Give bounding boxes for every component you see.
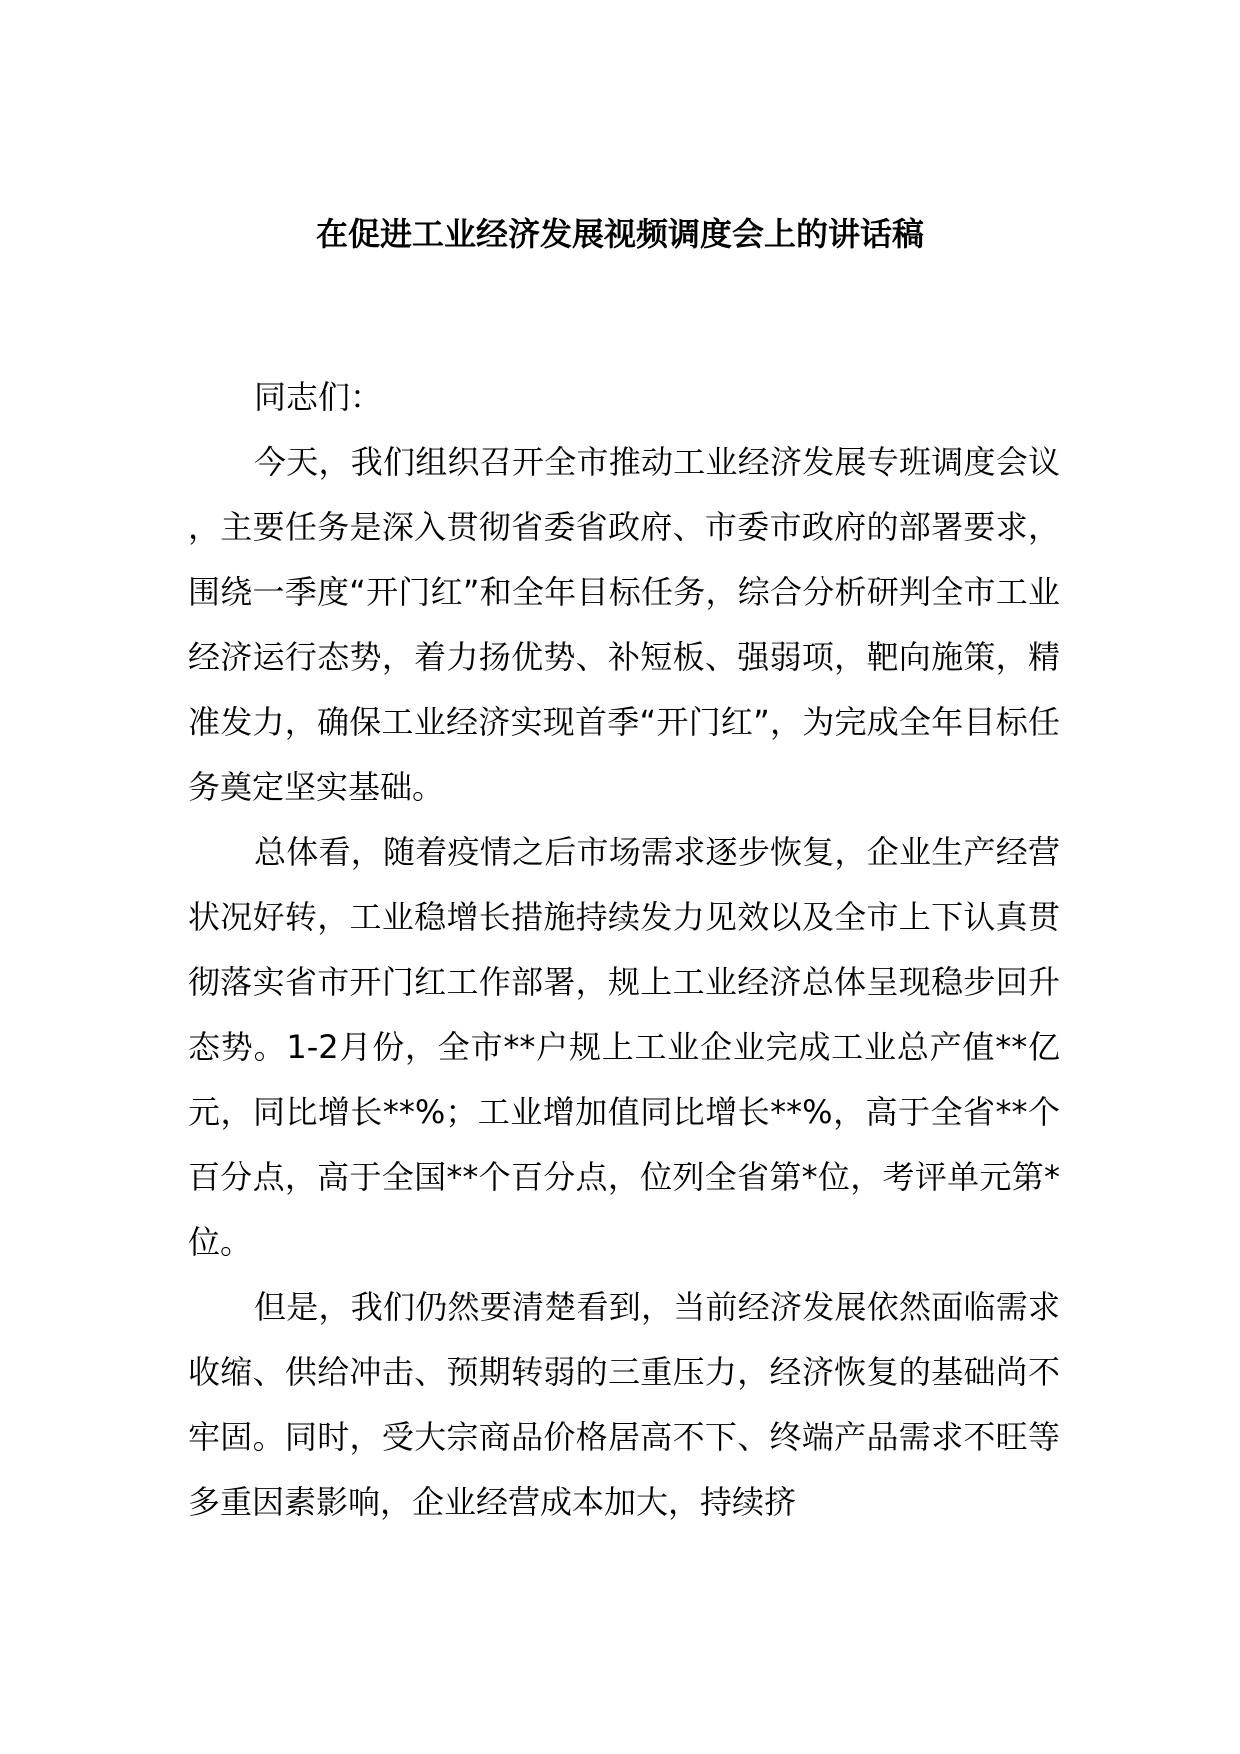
- salutation: 同志们：: [254, 378, 383, 416]
- paragraph-3: 但是，我们仍然要清楚看到，当前经济发展依然面临需求收缩、供给冲击、预期转弱的三重压力，经济恢复的基础尚不牢固。同时，受大宗商品价格居高不下、终端产品需求不旺等多重因素影响，企业经营成本加大，持续挤: [188, 1288, 1060, 1521]
- document-body: [188, 365, 1060, 1535]
- document-title: 在促进工业经济发展视频调度会上的讲话稿: [315, 215, 924, 253]
- paragraph-1: 今天，我们组织召开全市推动工业经济发展专班调度会议，主要任务是深入贯彻省委省政府、市委市政府的部署要求，围绕一季度“开门红”和全年目标任务，综合分析研判全市工业经济运行态势，着力扬优势、补短板、强弱项，靶向施策，精准发力，确保工业经济实现首季“开门红”，为完成全年目标任务奠定坚实基础。: [188, 443, 1060, 806]
- paragraph-2: 总体看，随着疫情之后市场需求逐步恢复，企业生产经营状况好转，工业稳增长措施持续发力见效以及全市上下认真贯彻落实省市开门红工作部署，规上工业经济总体呈现稳步回升态势。1-2月份，全市**户规上工业企业完成工业总产值**亿元，同比增长**%；工业增加值同比增长**%，高于全省**个百分点，高于全国**个百分点，位列全省第*位，考评单元第*位。: [188, 833, 1060, 1261]
